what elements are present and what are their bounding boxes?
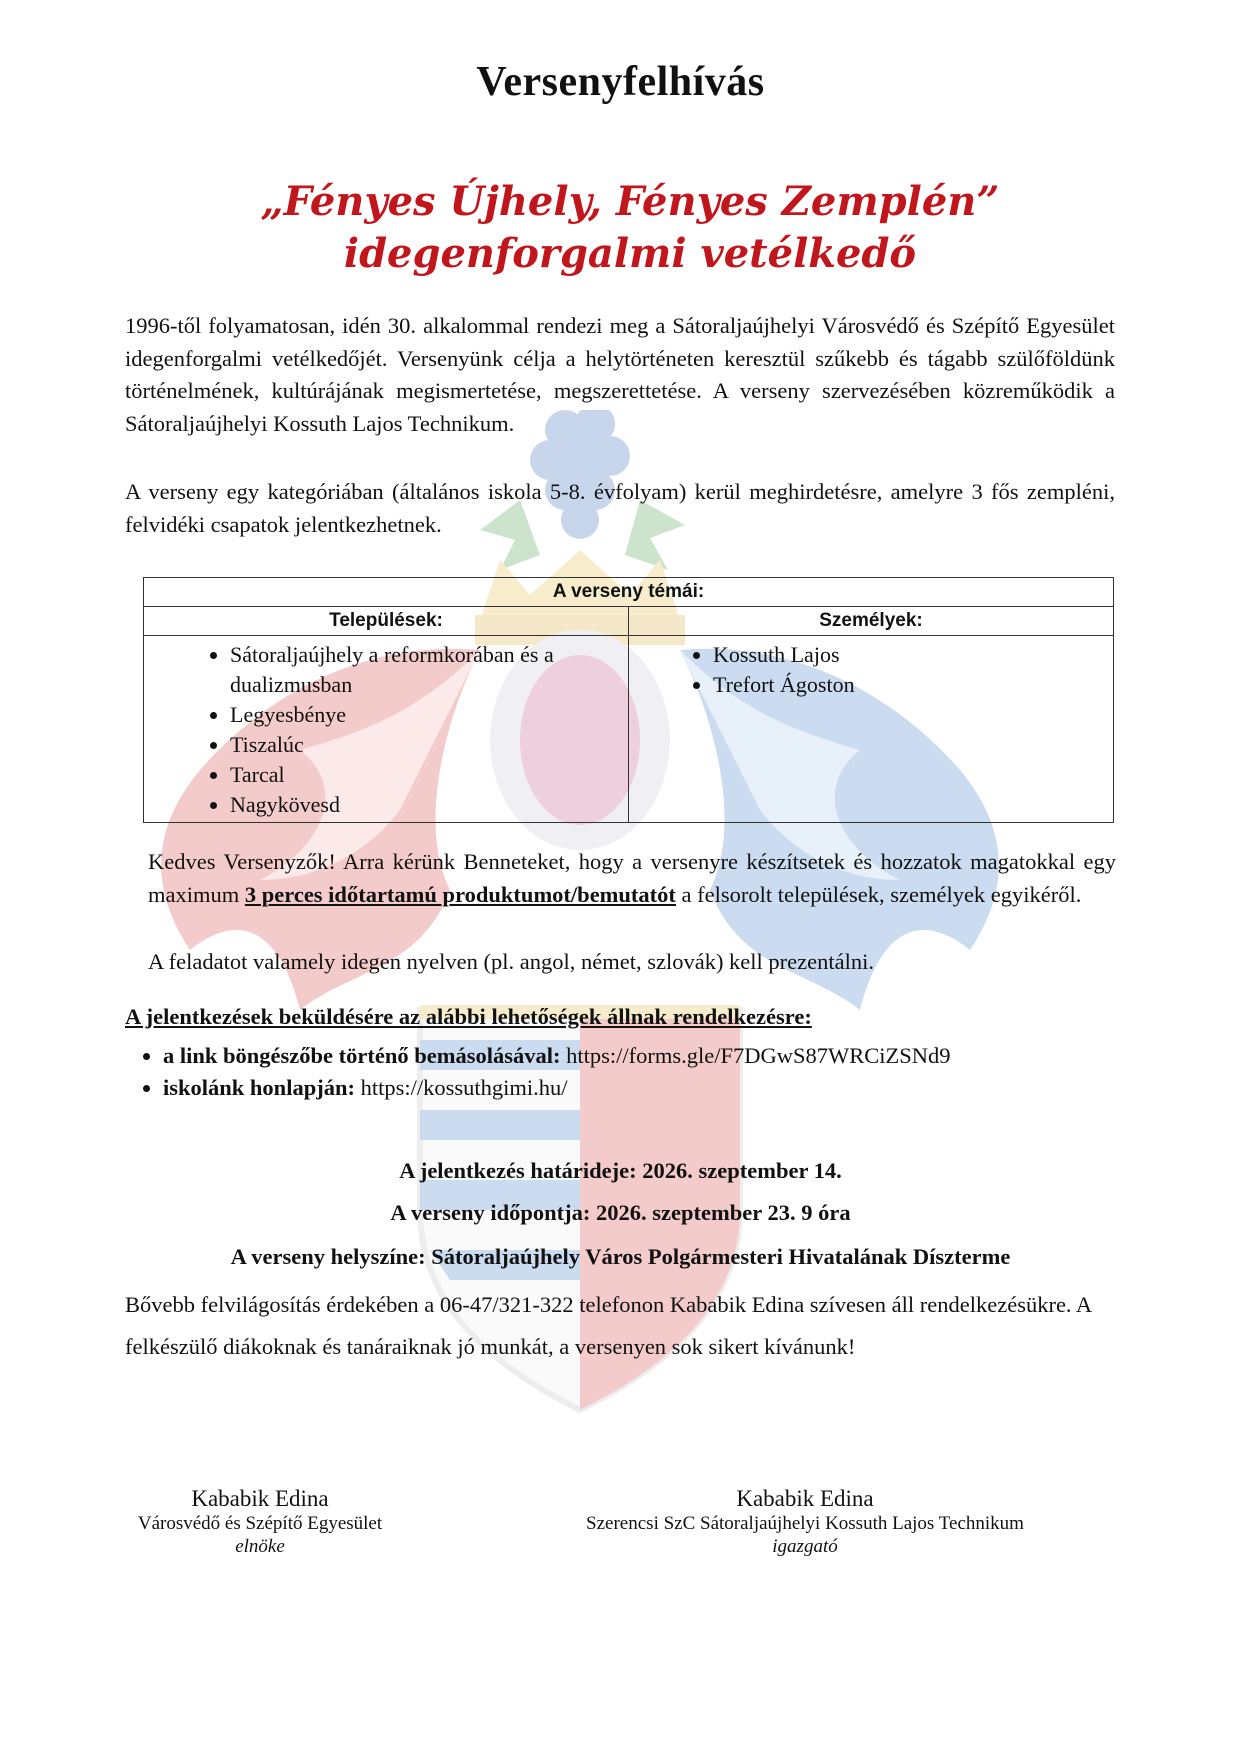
event-venue: A verseny helyszíne: Sátoraljaújhely Város Polgármesteri Hivatalának Díszterme (230, 1244, 1011, 1269)
dear-text-end: a felsorolt települések, személyek egyikéről. (675, 881, 1082, 907)
list-item: • Legyesbénye (230, 700, 628, 730)
list-item (163, 1072, 951, 1104)
contact-info: Bővebb felvilágosítás érdekében a 06-47/321-322 telefonon Kababik Edina szívesen áll rendelkezésükre. A felkészülő diákoknak és tanáraiknak jó munkát, a versenyen sok sikert kívánunk! (125, 1292, 1091, 1359)
list-item: • Tiszalúc (230, 730, 628, 760)
list-item: • Tarcal (230, 760, 628, 790)
list-item: • Sátoraljaújhely a reformkorában és a dualizmusban (230, 640, 628, 700)
event-subtitle: „Fényes Újhely, Fényes Zemplén” idegenforgalmi vetélkedő (260, 178, 1000, 277)
list-item: • Nagykövesd (230, 790, 628, 820)
persons-cell (629, 636, 1114, 823)
topics-table (143, 577, 1114, 823)
topics-heading: A verseny témái: (144, 578, 1114, 607)
signer-name: Kababik Edina (191, 1486, 329, 1511)
list-item (163, 1040, 951, 1072)
contestants-paragraph (148, 846, 1116, 911)
language-note: A feladatot valamely idegen nyelven (pl. angol, német, szlovák) kell prezentálni. (148, 949, 874, 974)
signer-role: igazgató (772, 1536, 838, 1557)
application-heading: A jelentkezések beküldésére az alábbi lehetőségek állnak rendelkezésre: (125, 1004, 812, 1029)
signer-name: Kababik Edina (736, 1486, 874, 1511)
product-emphasis: 3 perces időtartamú produktumot/bemutatót (244, 881, 676, 907)
signature-left (110, 1486, 410, 1558)
option-label: iskolánk honlapján: (163, 1075, 355, 1100)
application-options (125, 1040, 951, 1104)
signature-right (565, 1486, 1045, 1558)
list-item: • Trefort Ágoston (713, 670, 1113, 700)
option-label: a link böngészőbe történő bemásolásával: (163, 1043, 561, 1068)
settlements-cell (144, 636, 629, 823)
persons-list (629, 640, 1113, 700)
signer-organization: Városvédő és Szépítő Egyesület (137, 1513, 383, 1534)
settlements-list (144, 640, 628, 820)
event-date: A verseny időpontja: 2026. szeptember 23. 9 óra (390, 1200, 851, 1225)
settlements-header: Települések: (144, 607, 629, 636)
list-item: • Kossuth Lajos (713, 640, 1113, 670)
application-deadline: A jelentkezés határideje: 2026. szeptember 14. (399, 1158, 842, 1183)
form-link[interactable]: https://forms.gle/F7DGwS87WRCiZSNd9 (566, 1043, 951, 1068)
persons-header: Személyek: (629, 607, 1114, 636)
school-website-link[interactable]: https://kossuthgimi.hu/ (360, 1075, 568, 1100)
intro-paragraph: 1996-től folyamatosan, idén 30. alkalommal rendezi meg a Sátoraljaújhelyi Városvédő és Szépítő Egyesület idegenforgalmi vetélkedőjét. Versenyünk célja a helytörténeten keresztül szűkebb és tágabb szülőföldünk történelmének, kultúrájának megismertetése, megszerettetése. A verseny szervezésében közreműködik a Sátoraljaújhelyi Kossuth Lajos Technikum. (125, 313, 1115, 436)
signer-organization: Szerencsi SzC Sátoraljaújhelyi Kossuth Lajos Technikum (586, 1513, 1024, 1534)
page-title: Versenyfelhívás (476, 59, 765, 105)
signer-role: elnöke (235, 1536, 285, 1557)
dear-text-start: Kedves Versenyzők! Arra kérünk Benneteket, hogy a versenyre készítsetek és hozzatok magatokkal egy maximum (148, 849, 1116, 907)
category-paragraph: A verseny egy kategóriában (általános iskola 5-8. évfolyam) kerül meghirdetésre, amelyre 3 fős zempléni, felvidéki csapatok jelentkezhetnek. (125, 479, 1115, 537)
